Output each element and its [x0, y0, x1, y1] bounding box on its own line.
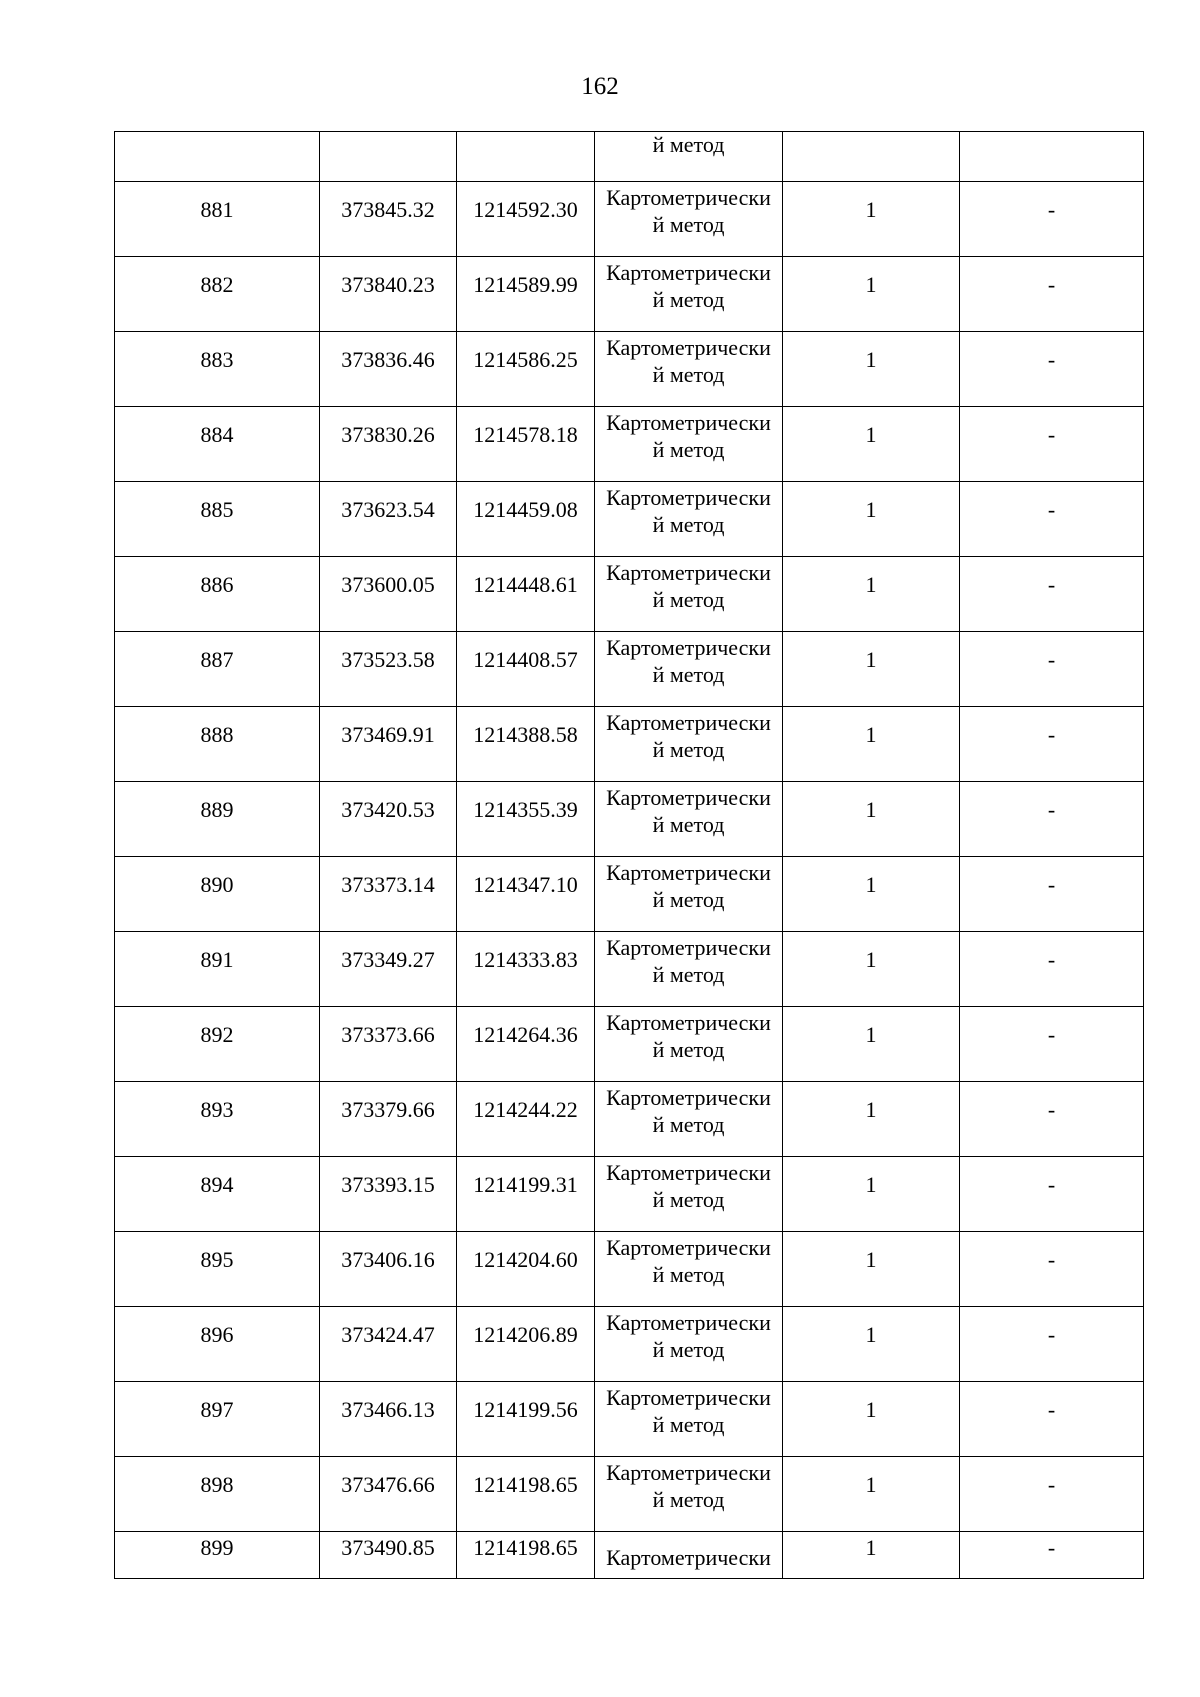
table-cell-accuracy: 1 [783, 1157, 960, 1232]
table-cell-accuracy: 1 [783, 407, 960, 482]
table-cell-num: 883 [115, 332, 320, 407]
table-cell-note: - [960, 707, 1144, 782]
table-row [115, 632, 1144, 707]
table-cell-num: 898 [115, 1457, 320, 1532]
table-cell-method [595, 1457, 783, 1532]
table-cell-y: 1214198.65 [457, 1457, 595, 1532]
table-cell-note: - [960, 332, 1144, 407]
method-text: й метод [652, 1187, 725, 1212]
table-cell-x: 373420.53 [320, 782, 457, 857]
table-cell-x: 373836.46 [320, 332, 457, 407]
table-cell-y: 1214264.36 [457, 1007, 595, 1082]
table-cell-note: - [960, 1457, 1144, 1532]
table-cell-x: 373379.66 [320, 1082, 457, 1157]
table-cell-y: 1214199.56 [457, 1382, 595, 1457]
table-cell-method [595, 557, 783, 632]
table-cell-method [595, 1532, 783, 1579]
table-cell-x: 373349.27 [320, 932, 457, 1007]
page-number: 162 [581, 73, 619, 100]
table-cell-y: 1214578.18 [457, 407, 595, 482]
method-text: й метод [652, 1487, 725, 1512]
table-row [115, 332, 1144, 407]
method-text: й метод [652, 287, 725, 312]
table-cell-x: 373469.91 [320, 707, 457, 782]
table-cell-num: 885 [115, 482, 320, 557]
table-row [115, 1082, 1144, 1157]
table-cell-method [595, 1307, 783, 1382]
table-cell-method [595, 857, 783, 932]
table-cell-accuracy: 1 [783, 1232, 960, 1307]
method-text: Картометрически [606, 785, 771, 810]
table-cell-x: 373406.16 [320, 1232, 457, 1307]
table-cell-accuracy: 1 [783, 1007, 960, 1082]
table-cell-num: 894 [115, 1157, 320, 1232]
method-text: Картометрически [606, 935, 771, 960]
table-cell-note: - [960, 1307, 1144, 1382]
method-text: й метод [652, 362, 725, 387]
method-text: й метод [652, 1112, 725, 1137]
method-text: й метод [652, 737, 725, 762]
table-cell-note: - [960, 1532, 1144, 1579]
table-cell-y: 1214198.65 [457, 1532, 595, 1579]
table-cell-accuracy: 1 [783, 1307, 960, 1382]
table-cell-note: - [960, 632, 1144, 707]
table-cell-y: 1214206.89 [457, 1307, 595, 1382]
table-cell-note: - [960, 1007, 1144, 1082]
table-cell-accuracy: 1 [783, 257, 960, 332]
table-cell-num: 882 [115, 257, 320, 332]
method-text: Картометрически [606, 260, 771, 285]
table-cell-x: 373466.13 [320, 1382, 457, 1457]
table-cell-note: - [960, 182, 1144, 257]
table-cell-accuracy: 1 [783, 707, 960, 782]
method-text: Картометрически [606, 1160, 771, 1185]
coordinates-table [114, 131, 1144, 1579]
table-cell-accuracy: 1 [783, 1382, 960, 1457]
table-cell-num: 889 [115, 782, 320, 857]
method-text: Картометрически [606, 410, 771, 435]
table-cell-note: - [960, 782, 1144, 857]
table-row [115, 1382, 1144, 1457]
table-cell-x: 373490.85 [320, 1532, 457, 1579]
method-text: й метод [652, 1412, 725, 1437]
table-row [115, 257, 1144, 332]
table-cell-accuracy: 1 [783, 932, 960, 1007]
table-cell-accuracy: 1 [783, 782, 960, 857]
table-cell-x: 373840.23 [320, 257, 457, 332]
table-cell-accuracy: 1 [783, 482, 960, 557]
table-cell-y: 1214592.30 [457, 182, 595, 257]
table-cell-x: 373373.14 [320, 857, 457, 932]
method-text: й метод [652, 437, 725, 462]
table-cell-method [595, 182, 783, 257]
table-cell-note: - [960, 932, 1144, 1007]
table-row [115, 932, 1144, 1007]
method-text: Картометрически [606, 710, 771, 735]
table-cell-note: - [960, 407, 1144, 482]
table-cell-x: 373845.32 [320, 182, 457, 257]
table-cell-num: 895 [115, 1232, 320, 1307]
table-cell-accuracy: 1 [783, 632, 960, 707]
table-row [115, 482, 1144, 557]
table-cell-method [595, 132, 783, 182]
table-cell-method [595, 1157, 783, 1232]
table-cell-num: 890 [115, 857, 320, 932]
table-cell-x: 373830.26 [320, 407, 457, 482]
table-cell-method [595, 707, 783, 782]
table-cell-num: 886 [115, 557, 320, 632]
table-cell-y [457, 132, 595, 182]
table-cell-x [320, 132, 457, 182]
table-cell-y: 1214388.58 [457, 707, 595, 782]
method-text: Картометрически [606, 1310, 771, 1335]
table-cell-method [595, 1007, 783, 1082]
method-text: Картометрически [606, 560, 771, 585]
method-text: й метод [652, 587, 725, 612]
table-cell-y: 1214333.83 [457, 932, 595, 1007]
table-cell-note: - [960, 857, 1144, 932]
table-cell-y: 1214355.39 [457, 782, 595, 857]
table-cell-y: 1214459.08 [457, 482, 595, 557]
table-row [115, 1157, 1144, 1232]
table-row [115, 707, 1144, 782]
table-cell-method [595, 1382, 783, 1457]
table-cell-note: - [960, 1382, 1144, 1457]
table-cell-y: 1214204.60 [457, 1232, 595, 1307]
method-text: Картометрически [606, 1235, 771, 1260]
table-row [115, 1457, 1144, 1532]
table-cell-method [595, 932, 783, 1007]
method-text: й метод [652, 512, 725, 537]
table-cell-method [595, 632, 783, 707]
table-cell-accuracy: 1 [783, 1082, 960, 1157]
table-cell-x: 373393.15 [320, 1157, 457, 1232]
method-text: й метод [652, 1037, 725, 1062]
table-cell-note: - [960, 1232, 1144, 1307]
table-cell-x: 373623.54 [320, 482, 457, 557]
table-cell-num: 897 [115, 1382, 320, 1457]
table-cell-num: 887 [115, 632, 320, 707]
method-text: Картометрически [606, 1010, 771, 1035]
method-text: Картометрически [606, 1460, 771, 1485]
method-text: й метод [652, 812, 725, 837]
table-cell-accuracy: 1 [783, 182, 960, 257]
table-cell-num: 892 [115, 1007, 320, 1082]
method-text: Картометрически [606, 335, 771, 360]
method-text: Картометрически [606, 860, 771, 885]
method-text: й метод [652, 662, 725, 687]
table-cell-num: 899 [115, 1532, 320, 1579]
table-cell-method [595, 1082, 783, 1157]
table-cell-note: - [960, 482, 1144, 557]
method-text: Картометрически [606, 1085, 771, 1110]
table-cell-note: - [960, 1157, 1144, 1232]
table-cell-x: 373476.66 [320, 1457, 457, 1532]
table-cell-y: 1214589.99 [457, 257, 595, 332]
method-text: й метод [652, 1262, 725, 1287]
table-row [115, 1232, 1144, 1307]
table-cell-x: 373424.47 [320, 1307, 457, 1382]
table-cell-accuracy: 1 [783, 332, 960, 407]
method-text: й метод [652, 887, 725, 912]
method-text: Картометрически [606, 485, 771, 510]
method-text: й метод [652, 212, 725, 237]
table-row [115, 1007, 1144, 1082]
table-cell-num: 896 [115, 1307, 320, 1382]
table-cell-method [595, 332, 783, 407]
table-cell-num: 891 [115, 932, 320, 1007]
table-cell-num: 884 [115, 407, 320, 482]
table-cell-accuracy [783, 132, 960, 182]
table-cell-accuracy: 1 [783, 557, 960, 632]
table-cell-accuracy: 1 [783, 857, 960, 932]
table-cell-num: 888 [115, 707, 320, 782]
method-text: Картометрически [606, 635, 771, 660]
method-text: Картометрически [606, 1545, 771, 1570]
table-cell-note [960, 132, 1144, 182]
table-row [115, 857, 1144, 932]
table-row [115, 1532, 1144, 1579]
method-text: й метод [652, 132, 725, 157]
table-cell-method [595, 407, 783, 482]
table-cell-accuracy: 1 [783, 1532, 960, 1579]
table-row [115, 782, 1144, 857]
table-cell-x: 373373.66 [320, 1007, 457, 1082]
table-cell-num: 893 [115, 1082, 320, 1157]
table-cell-x: 373600.05 [320, 557, 457, 632]
table-row [115, 1307, 1144, 1382]
method-text: й метод [652, 962, 725, 987]
table-cell-note: - [960, 257, 1144, 332]
method-text: Картометрически [606, 1385, 771, 1410]
table-cell-y: 1214244.22 [457, 1082, 595, 1157]
table-row [115, 407, 1144, 482]
table-cell-x: 373523.58 [320, 632, 457, 707]
table-cell-y: 1214347.10 [457, 857, 595, 932]
table-cell-y: 1214448.61 [457, 557, 595, 632]
table-cell-y: 1214586.25 [457, 332, 595, 407]
table-cell-num [115, 132, 320, 182]
table-cell-y: 1214199.31 [457, 1157, 595, 1232]
table-cell-num: 881 [115, 182, 320, 257]
table-cell-note: - [960, 557, 1144, 632]
table-row [115, 182, 1144, 257]
table-cell-note: - [960, 1082, 1144, 1157]
table-cell-accuracy: 1 [783, 1457, 960, 1532]
table-cell-method [595, 257, 783, 332]
method-text: Картометрически [606, 185, 771, 210]
method-text: й метод [652, 1337, 725, 1362]
table-row-continuation [115, 132, 1144, 182]
table-cell-method [595, 782, 783, 857]
table-cell-method [595, 1232, 783, 1307]
table-cell-y: 1214408.57 [457, 632, 595, 707]
table-cell-method [595, 482, 783, 557]
table-row [115, 557, 1144, 632]
